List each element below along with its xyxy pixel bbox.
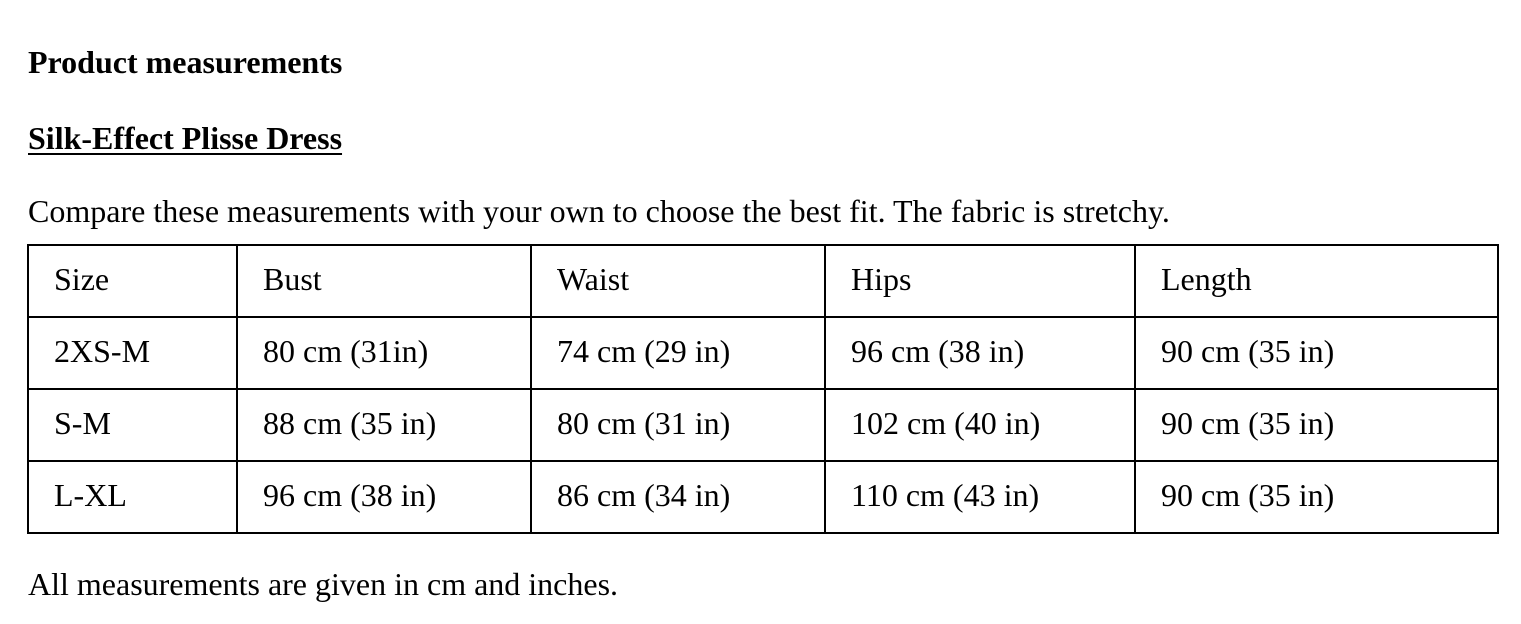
cell-hips: 96 cm (38 in) bbox=[825, 317, 1135, 389]
cell-waist: 80 cm (31 in) bbox=[531, 389, 825, 461]
table-row bbox=[28, 389, 1498, 461]
cell-bust: 96 cm (38 in) bbox=[237, 461, 531, 533]
cell-length: 90 cm (35 in) bbox=[1135, 389, 1498, 461]
cell-hips: 110 cm (43 in) bbox=[825, 461, 1135, 533]
cell-size: 2XS-M bbox=[28, 317, 237, 389]
header-length: Length bbox=[1135, 245, 1498, 317]
table-header-row bbox=[28, 245, 1498, 317]
cell-waist: 86 cm (34 in) bbox=[531, 461, 825, 533]
cell-length: 90 cm (35 in) bbox=[1135, 317, 1498, 389]
size-chart-table bbox=[27, 244, 1499, 534]
footnote-text: All measurements are given in cm and inches. bbox=[28, 566, 619, 602]
header-size: Size bbox=[28, 245, 237, 317]
header-bust: Bust bbox=[237, 245, 531, 317]
cell-bust: 80 cm (31in) bbox=[237, 317, 531, 389]
cell-hips: 102 cm (40 in) bbox=[825, 389, 1135, 461]
page-title: Product measurements bbox=[28, 44, 343, 80]
cell-size: S-M bbox=[28, 389, 237, 461]
header-hips: Hips bbox=[825, 245, 1135, 317]
header-waist: Waist bbox=[531, 245, 825, 317]
cell-size: L-XL bbox=[28, 461, 237, 533]
cell-waist: 74 cm (29 in) bbox=[531, 317, 825, 389]
product-name: Silk-Effect Plisse Dress bbox=[28, 120, 343, 156]
cell-bust: 88 cm (35 in) bbox=[237, 389, 531, 461]
intro-text: Compare these measurements with your own to choose the best fit. The fabric is stretchy. bbox=[28, 193, 1170, 229]
cell-length: 90 cm (35 in) bbox=[1135, 461, 1498, 533]
table-row bbox=[28, 461, 1498, 533]
table-row bbox=[28, 317, 1498, 389]
